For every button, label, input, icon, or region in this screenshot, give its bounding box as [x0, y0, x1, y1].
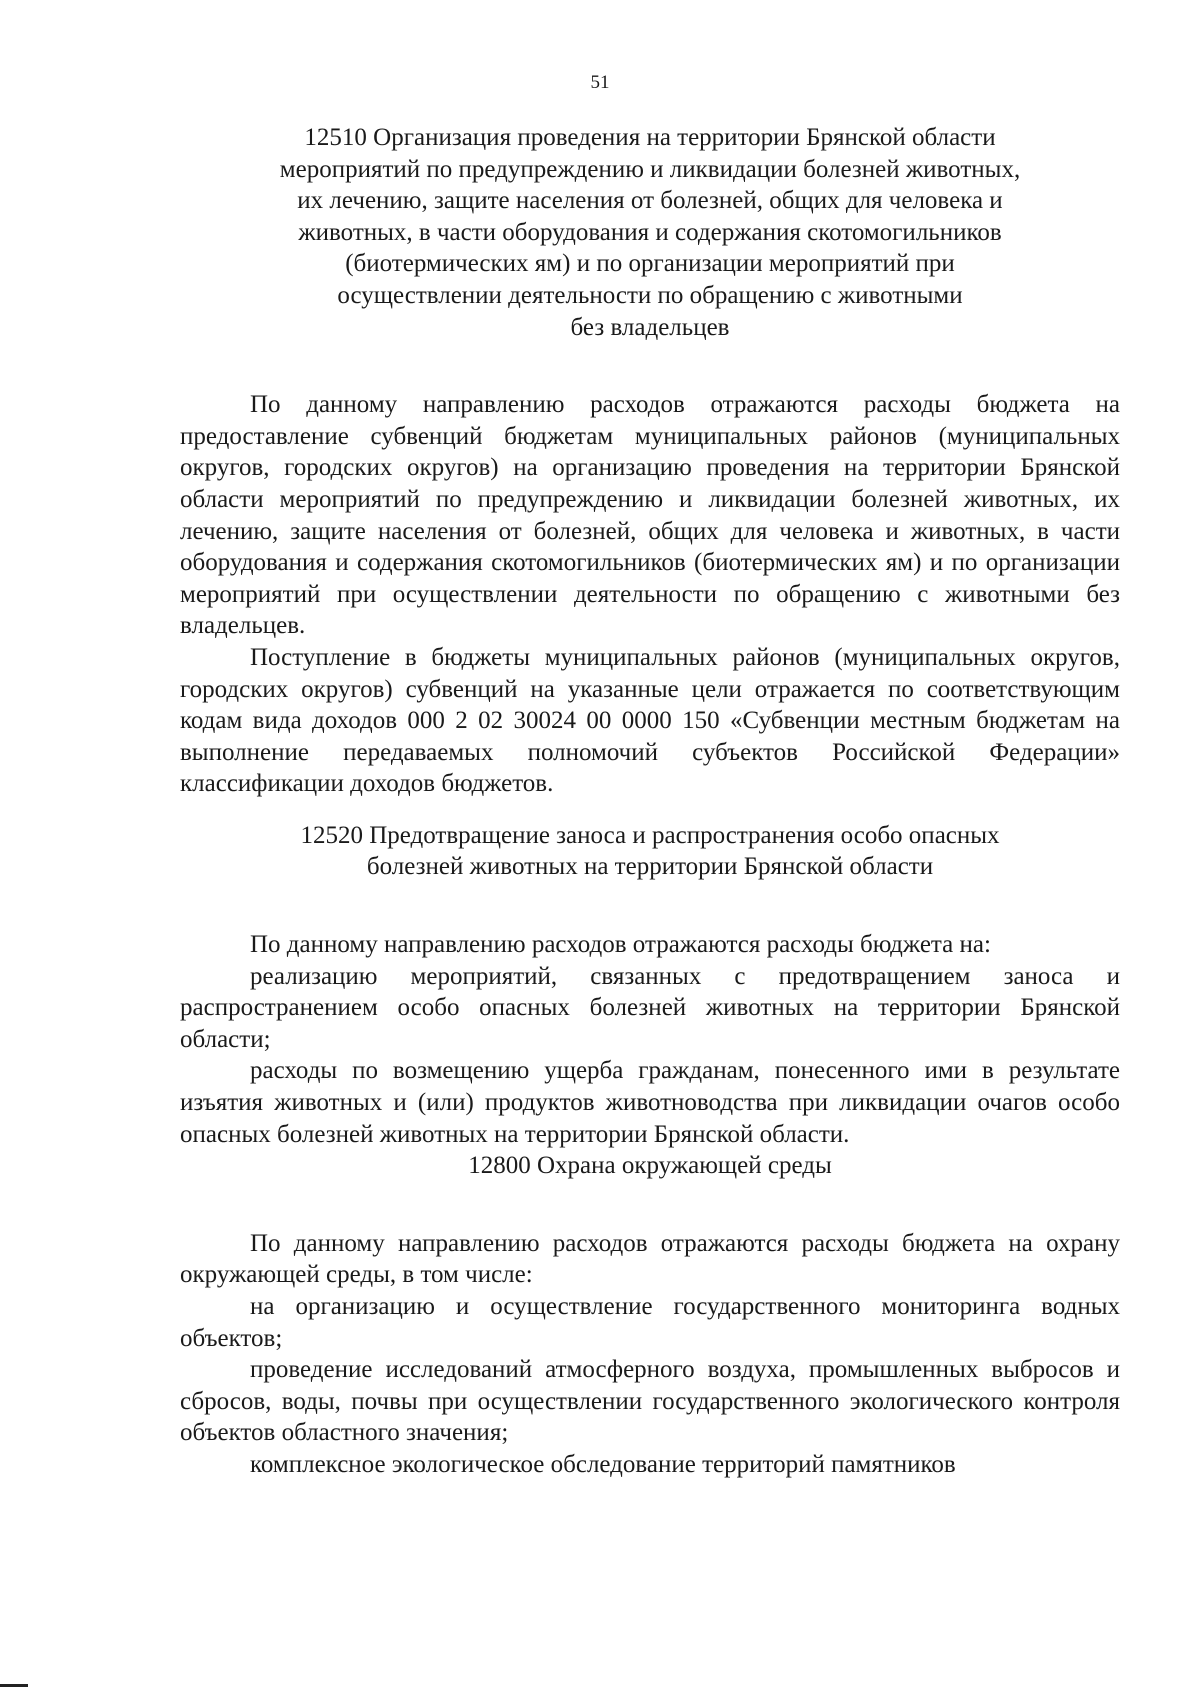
section-heading-12800 — [180, 1150, 1120, 1182]
heading-line: животных, в части оборудования и содержания скотомогильников — [298, 218, 1002, 246]
paragraph: По данному направлению расходов отражаются расходы бюджета на: — [250, 931, 991, 959]
section-heading-12510 — [230, 122, 1070, 343]
heading-line: их лечению, защите населения от болезней, общих для человека и — [297, 187, 1003, 215]
paragraph: на организацию и осуществление государственного мониторинга водных объектов; — [180, 1293, 1120, 1352]
heading-line: болезней животных на территории Брянской области — [366, 853, 934, 881]
paragraph: проведение исследований атмосферного воздуха, промышленных выбросов и сбросов, воды, почвы при осуществлении государственного экологического контроля объектов областного значения; — [180, 1356, 1120, 1447]
paragraph: расходы по возмещению ущерба гражданам, понесенного ими в результате изъятия животных и (или) продуктов животноводства при ликвидации очагов особо опасных болезней животных на территории Брянской области. — [180, 1057, 1120, 1148]
paragraph: Поступление в бюджеты муниципальных районов (муниципальных округов, городских округов) субвенций на указанные цели отражается по соответствующим кодам вида доходов 000 2 02 30024 00 0000 150 «Субвенции местным бюджетам на выполнение передаваемых полномочий субъектов Российской Федерации» классификации доходов бюджетов. — [180, 643, 1120, 798]
heading-line: осуществлении деятельности по обращению с животными — [337, 281, 963, 309]
heading-line: 12520 Предотвращение заноса и распространения особо опасных — [300, 821, 1000, 849]
document-body — [180, 122, 1120, 1481]
heading-line: 12510 Организация проведения на территории Брянской области — [304, 124, 996, 151]
scan-margin-mark — [0, 1684, 28, 1687]
heading-line: мероприятий по предупреждению и ликвидации болезней животных, — [279, 155, 1021, 183]
heading-line: без владельцев — [570, 313, 730, 341]
paragraph: По данному направлению расходов отражаются расходы бюджета на охрану окружающей среды, в том числе: — [180, 1229, 1120, 1289]
heading-line: 12800 Охрана окружающей среды — [468, 1152, 832, 1180]
paragraph: По данному направлению расходов отражаются расходы бюджета на предоставление субвенций бюджетам муниципальных районов (муниципальных округов, городских округов) на организацию проведения на территории Брянской области мероприятий по предупреждению и ликвидации болезней животных, их лечению, защите населения от болезней, общих для человека и животных, в части оборудования и содержания скотомогильников (биотермических ям) и по организации мероприятий при осуществлении деятельности по обращению с животными без владельцев. — [180, 391, 1120, 640]
heading-line: (биотермических ям) и по организации мероприятий при — [345, 250, 955, 278]
paragraph: реализацию мероприятий, связанных с предотвращением заноса и распространением особо опасных болезней животных на территории Брянской области; — [180, 962, 1120, 1053]
paragraph: комплексное экологическое обследование территорий памятников — [250, 1450, 956, 1478]
section-heading-12520 — [230, 820, 1070, 883]
page-number: 51 — [590, 72, 610, 93]
